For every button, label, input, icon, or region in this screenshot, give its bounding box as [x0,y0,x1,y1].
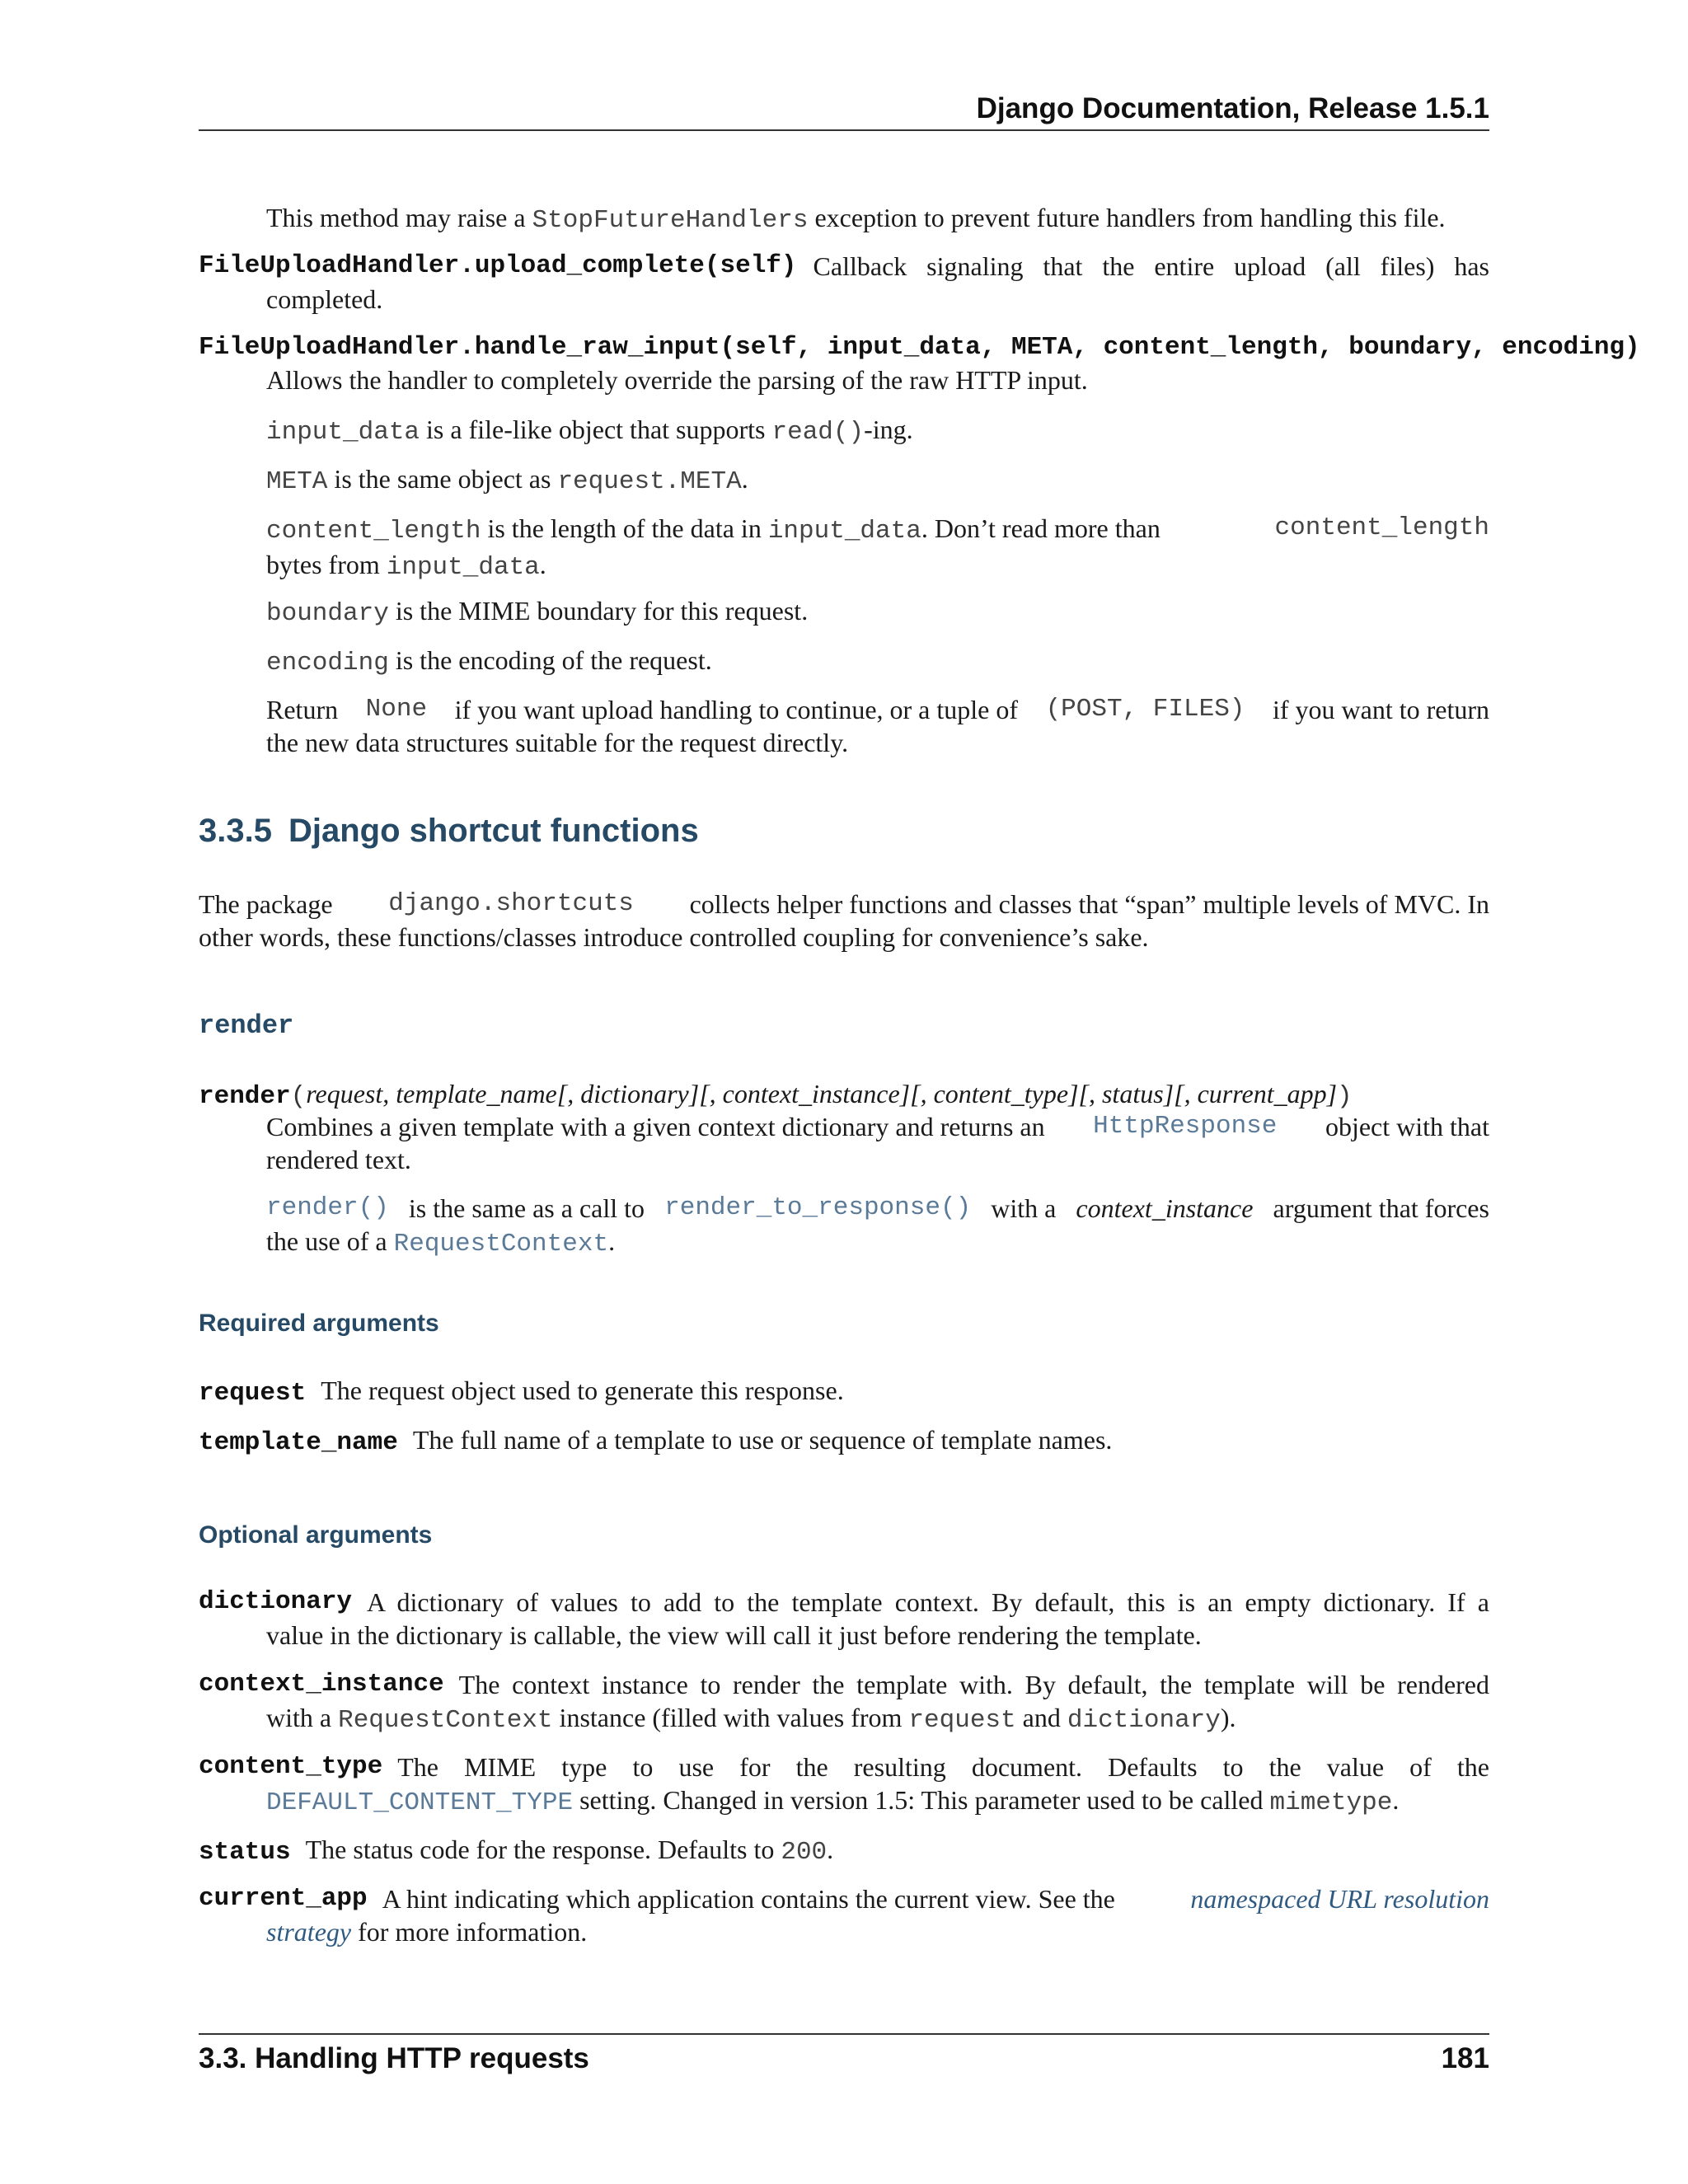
render-signature: render(request, template_name[, dictionary][, context_instance][, content_type][, status][, current_app]) [199,1079,1353,1111]
strategy-link[interactable]: strategy [266,1917,352,1947]
status-argument: status The status code for the response. Defaults to 200. [199,1835,834,1867]
page-number: 181 [1441,2042,1489,2074]
upload-complete-entry [199,250,1489,316]
input-data-paragraph: input_data is a file-like object that supports read()-ing. [266,415,913,447]
dictionary-argument: dictionary A dictionary of values to add to the template context. By default, this is an empty dictionary. If a value in the dictionary is callable, the view will call it just before rendering the template. [199,1587,1489,1650]
section-intro-paragraph: The package django.shortcuts collects helper functions and classes that “span” multiple levels of MVC. In other words, these functions/classes introduce controlled coupling for convenience’s sake. [199,889,1489,952]
template-name-argument: template_name The full name of a template to use or sequence of template names. [199,1425,1113,1457]
default-content-type-link[interactable]: DEFAULT_CONTENT_TYPE [266,1788,574,1817]
httpresponse-link[interactable]: HttpResponse [1093,1112,1278,1141]
upload-complete-signature: FileUploadHandler.upload_complete(self) [199,251,797,280]
header-rule [199,129,1489,131]
intro-paragraph: This method may raise a StopFutureHandlers exception to prevent future handlers from handling this file. [266,203,1446,235]
content-length-paragraph: content_length is the length of the data in input_data. Don’t read more than content_length bytes from input_data. [266,513,1489,582]
requestcontext-link[interactable]: RequestContext [393,1230,609,1258]
namespaced-url-resolution-link[interactable]: namespaced URL resolution [1190,1884,1489,1914]
render-link[interactable]: render() [266,1193,389,1222]
request-argument: request The request object used to generate this response. [199,1376,844,1408]
render-equivalence-paragraph: render() is the same as a call to render_to_response() with a context_instance argument that forces the use of a RequestContext. [266,1193,1489,1258]
footer-section: 3.3. Handling HTTP requests [199,2042,589,2074]
render-description: Combines a given template with a given context dictionary and returns an HttpResponse object with that rendered text. [266,1112,1489,1174]
content-type-argument: content_type The MIME type to use for the resulting document. Defaults to the value of the DEFAULT_CONTENT_TYPE setting. Changed in version 1.5: This parameter used to be called mimetype. [199,1752,1489,1817]
current-app-argument: current_app A hint indicating which application contains the current view. See the namespaced URL resolution strategy for more information. [199,1884,1489,1947]
context-instance-argument: context_instance The context instance to render the template with. By default, the template will be rendered with a RequestContext instance (filled with values from request and dictionary). [199,1670,1489,1735]
handle-raw-input-description: Allows the handler to completely override the parsing of the raw HTTP input. [266,365,1088,395]
encoding-paragraph: encoding is the encoding of the request. [266,645,712,677]
render-to-response-link[interactable]: render_to_response() [664,1193,972,1222]
boundary-paragraph: boundary is the MIME boundary for this request. [266,596,809,628]
footer-rule [199,2033,1489,2035]
running-header: Django Documentation, Release 1.5.1 [976,92,1489,124]
handle-raw-input-signature: FileUploadHandler.handle_raw_input(self, input_data, META, content_length, boundary, encoding) [199,333,1640,362]
render-heading: render [199,1010,294,1041]
meta-paragraph: META is the same object as request.META. [266,464,748,496]
required-arguments-heading: Required arguments [199,1310,439,1337]
stop-future-handlers-code: StopFutureHandlers [532,206,809,235]
return-paragraph: Return None if you want upload handling to continue, or a tuple of (POST, FILES) if you want to return the new data structures suitable for the request directly. [266,695,1489,757]
optional-arguments-heading: Optional arguments [199,1521,433,1549]
upload-complete-description-cont: completed. [266,284,383,314]
upload-complete-description: Callback signaling that the entire upload (all files) has [813,251,1489,281]
section-heading: 3.3.5 Django shortcut functions [199,813,699,849]
